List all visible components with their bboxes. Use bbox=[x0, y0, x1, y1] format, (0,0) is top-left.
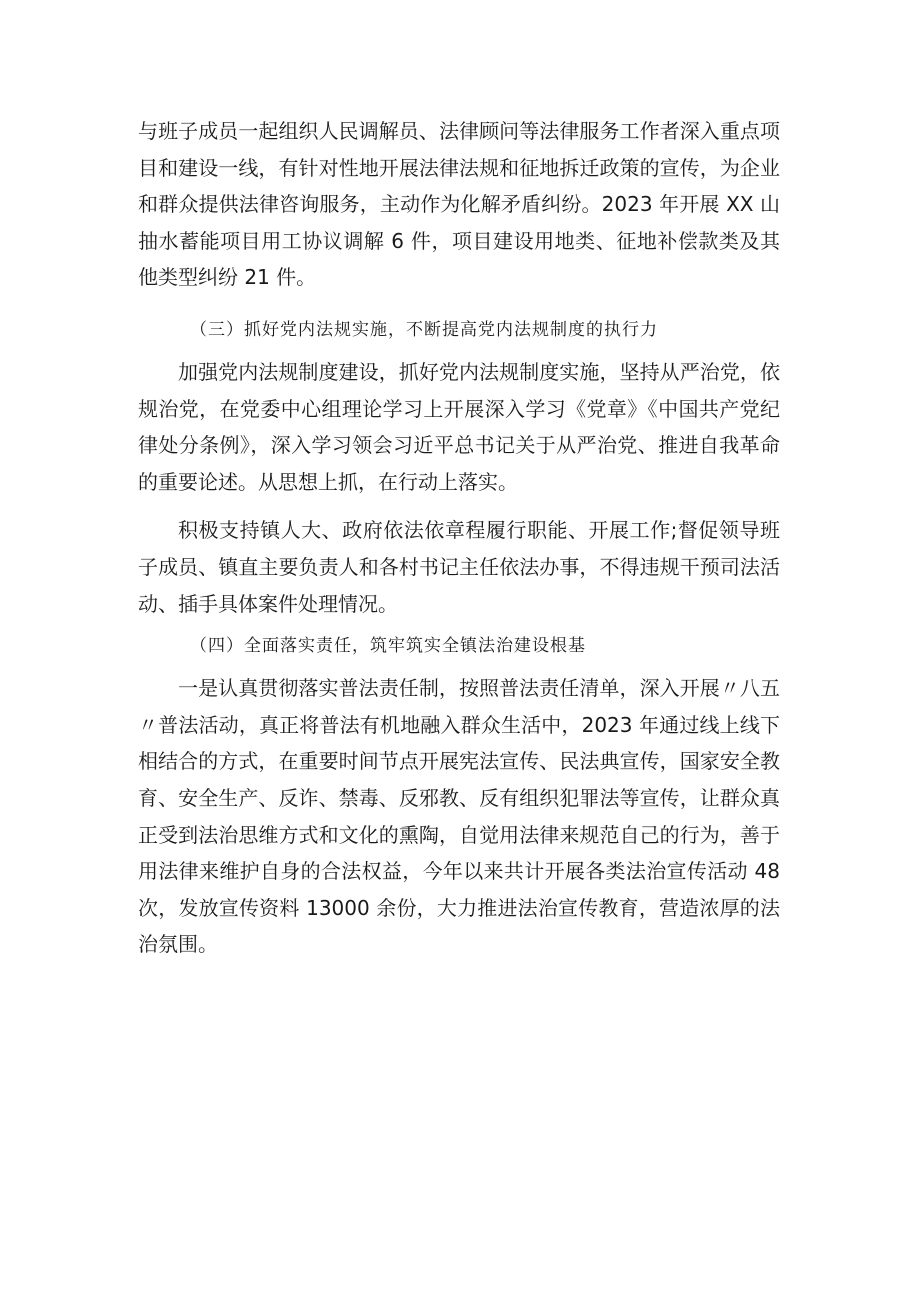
section-heading-4: （四）全面落实责任，筑牢筑实全镇法治建设根基 bbox=[190, 636, 586, 657]
paragraph-party-regulations: 加强党内法规制度建设，抓好党内法规制度实施，坚持从严治党，依规治党，在党委中心组理论学习上开展深入学习《党章》《中国共产党纪律处分条例》，深入学习领会习近平总书记关于从严治党、推进自我革命的重要论述。从思想上抓，在行动上落实。 bbox=[138, 359, 780, 494]
paragraph-mediation: 与班子成员一起组织人民调解员、法律顾问等法律服务工作者深入重点项目和建设一线，有针对性地开展法律法规和征地拆迁政策的宣传，为企业和群众提供法律咨询服务，主动作为化解矛盾纠纷。2023 年开展 XX 山抽水蓄能项目用工协议调解 6 件，项目建设用地类、征地补偿款类及其他类型纠纷 21 件。 bbox=[138, 119, 780, 290]
paragraph-law-promotion: 一是认真贯彻落实普法责任制，按照普法责任清单，深入开展〃八五〃普法活动，真正将普法有机地融入群众生活中，2023 年通过线上线下相结合的方式，在重要时间节点开展宪法宣传、民法典宣传，国家安全教育、安全生产、反诈、禁毒、反邪教、反有组织犯罪法等宣传，让群众真正受到法治思维方式和文化的熏陶，自觉用法律来规范自己的行为，善于用法律来维护自身的合法权益，今年以来共计开展各类法治宣传活动 48 次，发放宣传资料 13000 余份，大力推进法治宣传教育，营造浓厚的法治氛围。 bbox=[138, 676, 780, 957]
document-body bbox=[138, 113, 780, 963]
paragraph-support-congress: 积极支持镇人大、政府依法依章程履行职能、开展工作;督促领导班子成员、镇直主要负责人和各村书记主任依法办事，不得违规干预司法活动、插手具体案件处理情况。 bbox=[138, 518, 780, 616]
section-heading-3: （三）抓好党内法规实施，不断提高党内法规制度的执行力 bbox=[190, 319, 658, 340]
